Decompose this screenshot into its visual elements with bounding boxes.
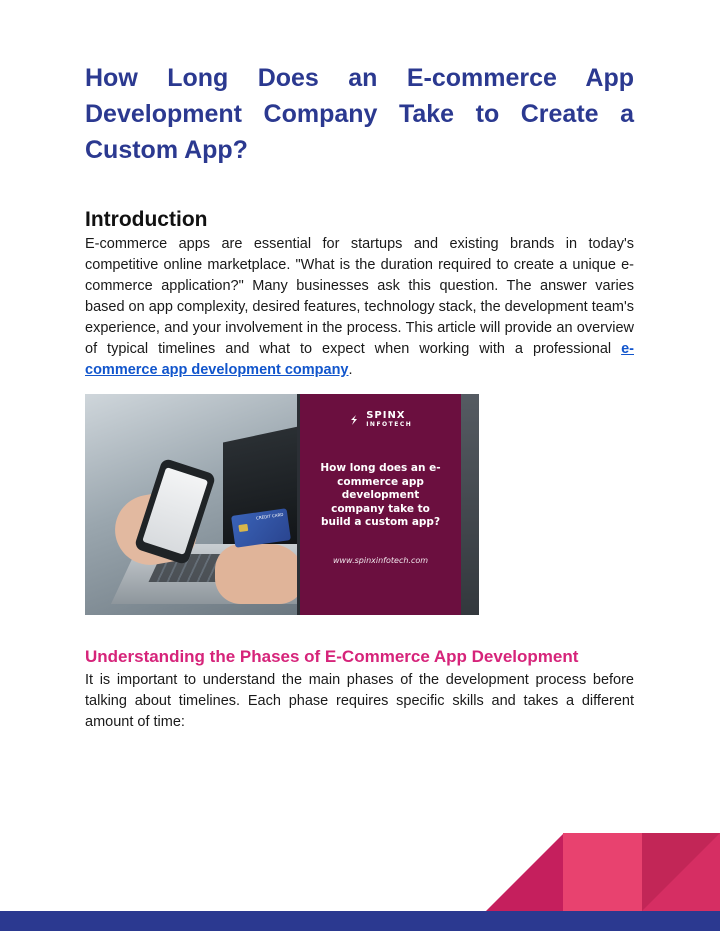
- section-paragraph: It is important to understand the main phases of the development process before talking about timelines. Each phase requires specific skills and takes a different amount of time:: [85, 672, 634, 730]
- logo-name: SPINX: [366, 410, 406, 421]
- spinx-logo-icon: [349, 414, 359, 426]
- page-title: How Long Does an E-commerce App Development Company Take to Create a Custom App?: [85, 64, 634, 164]
- phone-screen: [142, 467, 208, 555]
- footer-decoration-block: [563, 833, 643, 911]
- banner-headline-line: company take to: [331, 502, 430, 515]
- promo-banner: [297, 394, 479, 615]
- footer-decoration-triangle: [486, 833, 564, 911]
- banner-url: www.spinxinfotech.com: [332, 556, 429, 565]
- logo-wordmark: [366, 411, 412, 429]
- section-body: [85, 670, 634, 733]
- banner-headline-line: commerce app: [337, 475, 424, 488]
- hands-phone-photo: [85, 394, 297, 615]
- logo-subtitle: INFOTECH: [366, 421, 413, 428]
- banner-device-edge: [461, 394, 479, 615]
- banner-headline: [314, 462, 447, 530]
- banner-panel: [300, 394, 461, 615]
- spinx-logo: [300, 411, 461, 429]
- intro-text-end: .: [348, 362, 353, 378]
- banner-headline-line: How long does an e-: [320, 462, 441, 474]
- banner-headline-line: build a custom app?: [320, 516, 441, 528]
- company-link[interactable]: e-commerce app development company: [85, 341, 634, 378]
- banner-headline-line: development: [341, 489, 420, 501]
- intro-heading: Introduction: [85, 208, 208, 231]
- section-heading: Understanding the Phases of E-Commerce App Development: [85, 647, 579, 666]
- intro-text: E-commerce apps are essential for startups and existing brands in today's competitive online marketplace. "What is the duration required to create a unique e-commerce application?" Many businesses ask this question. The answer varies based on app complexity, desired features, technology stack, the development team's experience, and your involvement in the process. This article will provide an overview of typical timelines and what to expect when working with a professional: [85, 236, 634, 357]
- article-image: [85, 394, 479, 615]
- footer-decoration-shade: [642, 833, 720, 911]
- document-body: [85, 60, 634, 381]
- right-hand: [215, 544, 297, 604]
- footer-bar: [0, 911, 720, 931]
- intro-paragraph: [85, 234, 634, 381]
- card-label: CREDIT CARD: [255, 511, 284, 521]
- card-chip: [238, 524, 248, 532]
